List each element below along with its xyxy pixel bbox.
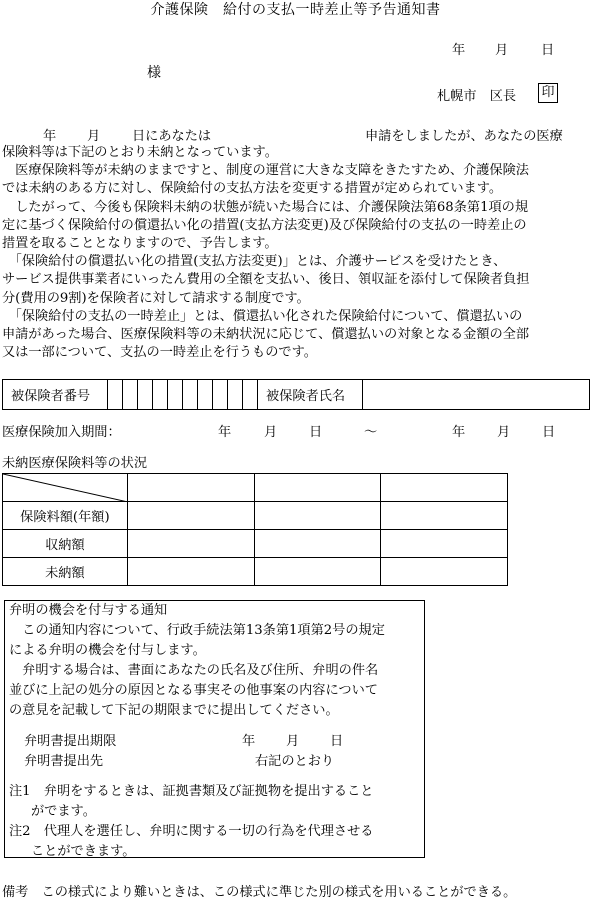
period-tilde: ～	[364, 425, 378, 440]
destination-label: 弁明書提出先	[24, 754, 104, 769]
paragraph-line: 「保険給付の償還払い化の措置(支払方法変更)」とは、介護サービスを受けたとき、	[2, 254, 507, 270]
paragraph-line: 申請があった場合、医療保険料等の未納状況に応じて、償還払いの対象となる金額の全部	[2, 326, 530, 342]
arrears-row-label: 保険料額(年額)	[3, 502, 128, 530]
insured-info-table	[2, 379, 590, 410]
paragraph-line: したがって、今後も保険料未納の状態が続いた場合には、介護保険法第68条第1項の規	[2, 199, 529, 215]
paragraph-line: サービス提供事業者にいったん費用の全額を支払い、後日、領収証を添付して保険者負担	[2, 272, 530, 288]
period-end-month: 月	[497, 425, 511, 440]
arrears-header-cell[interactable]	[254, 474, 381, 502]
deadline-day: 日	[330, 734, 344, 749]
deadline-month: 月	[286, 734, 300, 749]
insured-number-digit[interactable]	[168, 380, 183, 410]
paragraph-line: 保険料等は下記のとおり未納となっています。	[2, 145, 278, 160]
paragraph-line: 分(費用の9割)を保険者に対して請求する制度です。	[2, 290, 310, 306]
period-end-day: 日	[542, 425, 556, 440]
note-1-continuation: がでます。	[31, 804, 96, 819]
intro-applied-text: 申請をしましたが、あなたの医療	[365, 129, 563, 144]
notice-heading: 弁明の機会を付与する通知	[9, 603, 168, 618]
body-paragraphs	[2, 144, 589, 362]
arrears-corner-cell	[3, 474, 128, 502]
notice-line: による弁明の機会を付与します。	[9, 643, 206, 658]
note-2: 注2 代理人を選任し、弁明に関する一切の行為を代理させる	[9, 824, 374, 839]
insured-number-digit[interactable]	[108, 380, 123, 410]
arrears-cell[interactable]	[381, 558, 508, 586]
insured-number-digit[interactable]	[153, 380, 168, 410]
period-start-year: 年	[218, 425, 232, 440]
arrears-table	[2, 473, 508, 586]
arrears-row-label: 収納額	[3, 530, 128, 558]
explanation-opportunity-box	[4, 600, 425, 858]
deadline-year: 年	[242, 734, 256, 749]
notice-line: 弁明する場合は、書面にあなたの氏名及び住所、弁明の件名	[9, 663, 379, 678]
deadline-label: 弁明書提出期限	[24, 734, 117, 749]
insured-number-digit[interactable]	[138, 380, 153, 410]
arrears-cell[interactable]	[254, 558, 381, 586]
paragraph-line: 定に基づく保険給付の償還払い化の措置(支払方法変更)及び保険給付の支払の一時差止の	[2, 217, 527, 233]
addressee-honorific: 様	[147, 65, 161, 81]
period-label: 医療保険加入期間：	[2, 425, 121, 440]
insured-number-digit[interactable]	[183, 380, 198, 410]
insured-number-digit[interactable]	[228, 380, 243, 410]
remark-note: 備考 この様式により難いときは、この様式に準じた別の様式を用いることができる。	[2, 885, 517, 900]
period-start-month: 月	[264, 425, 278, 440]
arrears-cell[interactable]	[254, 530, 381, 558]
notice-line: の意見を記載して下記の期限までに提出してください。	[9, 703, 339, 718]
paragraph-line: 又は一部について、支払の一時差止を行うものです。	[2, 345, 317, 361]
period-end-year: 年	[452, 425, 466, 440]
paragraph-line: 「保険給付の支払の一時差止」とは、償還払い化された保険給付について、償還払いの	[2, 308, 523, 324]
intro-day-text: 日にあなたは	[132, 129, 212, 144]
note-2-continuation: ことができます。	[31, 844, 136, 859]
document-title: 介護保険 給付の支払一時差止等予告通知書	[150, 2, 441, 18]
header-month: 月	[495, 43, 509, 58]
arrears-cell[interactable]	[381, 530, 508, 558]
insured-name-label: 被保険者氏名	[258, 380, 363, 410]
arrears-cell[interactable]	[127, 530, 254, 558]
arrears-header-cell[interactable]	[127, 474, 254, 502]
intro-year: 年	[43, 129, 57, 144]
paragraph-line: 措置を取ることとなりますので、予告します。	[2, 235, 278, 251]
intro-month: 月	[87, 129, 101, 144]
arrears-heading: 未納医療保険料等の状況	[2, 456, 148, 471]
insured-number-digit[interactable]	[213, 380, 228, 410]
diagonal-line	[3, 474, 128, 502]
note-1: 注1 弁明をするときは、証拠書類及び証拠物を提出すること	[9, 784, 374, 799]
header-year: 年	[452, 43, 466, 58]
arrears-row-label: 未納額	[3, 558, 128, 586]
destination-value: 右記のとおり	[255, 754, 335, 769]
insured-number-digit[interactable]	[243, 380, 258, 410]
arrears-header-cell[interactable]	[381, 474, 508, 502]
insured-name-field[interactable]	[363, 380, 590, 410]
insured-number-digit[interactable]	[198, 380, 213, 410]
period-start-day: 日	[309, 425, 323, 440]
insured-number-label: 被保険者番号	[3, 380, 108, 410]
notice-line: 並びに上記の処分の原因となる事実その他事案の内容について	[9, 683, 378, 698]
paragraph-line: 医療保険料等が未納のままですと、制度の運営に大きな支障をきたすため、介護保険法	[2, 163, 529, 179]
insured-number-digit[interactable]	[123, 380, 138, 410]
arrears-cell[interactable]	[254, 502, 381, 530]
arrears-cell[interactable]	[381, 502, 508, 530]
paragraph-line: では未納のある方に対し、保険給付の支払方法を変更する措置が定められています。	[2, 181, 503, 197]
header-day: 日	[541, 43, 555, 58]
issuer-mayor: 札幌市 区長	[437, 89, 517, 104]
arrears-cell[interactable]	[127, 558, 254, 586]
notice-line: この通知内容について、行政手続法第13条第1項第2号の規定	[9, 623, 385, 638]
arrears-cell[interactable]	[127, 502, 254, 530]
seal-stamp: 印	[538, 83, 558, 103]
